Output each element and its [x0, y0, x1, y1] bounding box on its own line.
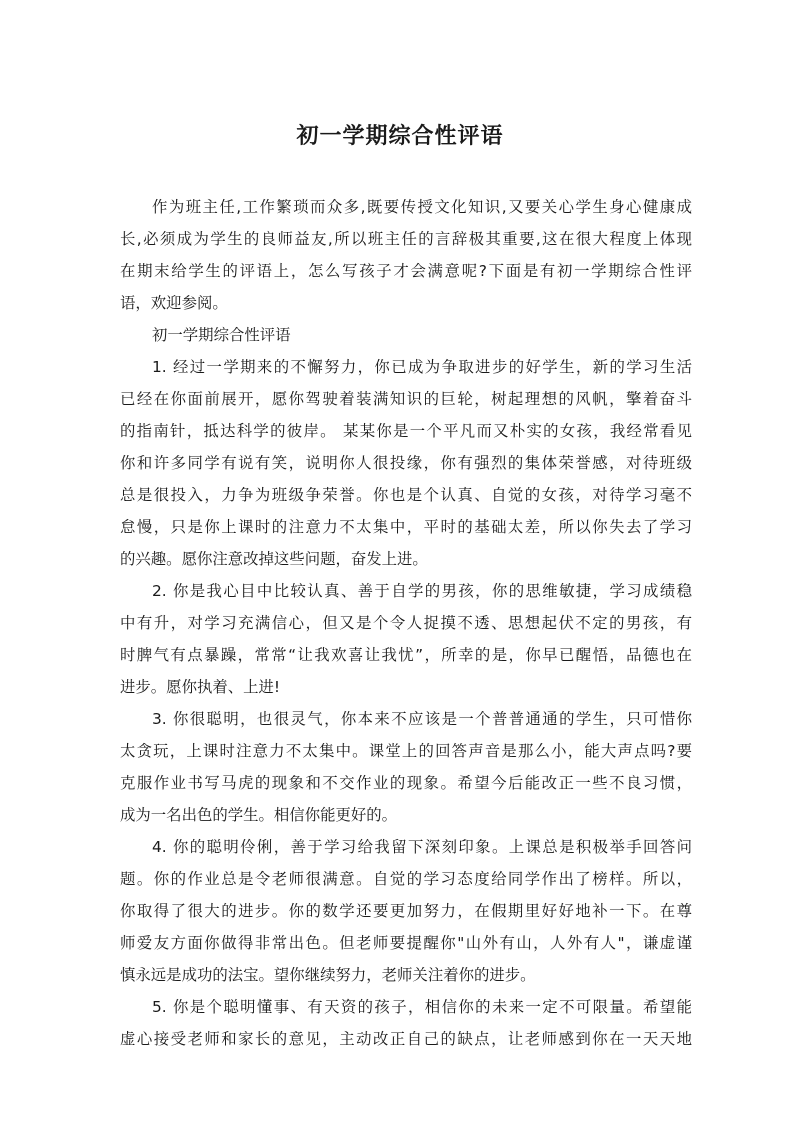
document-title: 初一学期综合性评语	[296, 124, 504, 149]
document-line: 虚心接受老师和家长的意见，主动改正自己的缺点，让老师感到你在一天天地	[120, 1030, 692, 1048]
document-line: 总是很投入，力争为班级争荣誉。你也是个认真、自觉的女孩，对待学习毫不	[120, 486, 692, 504]
document-line: 你和许多同学有说有笑，说明你人很投缘，你有强烈的集体荣誉感，对待班级	[120, 454, 692, 472]
document-line: 中有升，对学习充满信心，但又是个令人捉摸不透、思想起伏不定的男孩，有	[120, 614, 692, 632]
document-line: 1. 经过一学期来的不懈努力，你已成为争取进步的好学生，新的学习生活	[152, 358, 692, 376]
document-line: 慎永远是成功的法宝。望你继续努力，老师关注着你的进步。	[120, 966, 536, 984]
document-line: 怠慢，只是你上课时的注意力不太集中，平时的基础太差，所以你失去了学习	[120, 518, 692, 536]
document-line: 的兴趣。愿你注意改掉这些问题，奋发上进。	[120, 550, 428, 568]
document-body	[120, 191, 692, 1055]
document-line: 5. 你是个聪明懂事、有天资的孩子，相信你的未来一定不可限量。希望能	[152, 998, 692, 1016]
document-line: 师爱友方面你做得非常出色。但老师要提醒你"山外有山，人外有人"，谦虚谨	[120, 934, 692, 952]
document-line: 的指南针，抵达科学的彼岸。 某某你是一个平凡而又朴实的女孩，我经常看见	[120, 422, 692, 440]
document-line: 题。你的作业总是令老师很满意。自觉的学习态度给同学作出了榜样。所以，	[120, 870, 692, 888]
document-line: 语，欢迎参阅。	[120, 294, 228, 312]
document-line: 已经在你面前展开，愿你驾驶着装满知识的巨轮，树起理想的风帆，擎着奋斗	[120, 390, 692, 408]
document-line: 作为班主任,工作繁琐而众多,既要传授文化知识,又要关心学生身心健康成	[152, 198, 692, 216]
document-line: 在期末给学生的评语上，怎么写孩子才会满意呢?下面是有初一学期综合性评	[120, 262, 692, 280]
document-line: 长,必须成为学生的良师益友,所以班主任的言辞极其重要,这在很大程度上体现	[120, 230, 692, 248]
document-line: 进步。愿你执着、上进!	[120, 678, 281, 696]
document-line: 4. 你的聪明伶俐，善于学习给我留下深刻印象。上课总是积极举手回答问	[152, 838, 692, 856]
document-line: 3. 你很聪明，也很灵气，你本来不应该是一个普普通通的学生，只可惜你	[152, 710, 692, 728]
document-line: 初一学期综合性评语	[152, 326, 291, 344]
document-line: 克服作业书写马虎的现象和不交作业的现象。希望今后能改正一些不良习惯，	[120, 774, 692, 792]
document-line: 2. 你是我心目中比较认真、善于自学的男孩，你的思维敏捷，学习成绩稳	[152, 582, 692, 600]
document-line: 你取得了很大的进步。你的数学还要更加努力，在假期里好好地补一下。在尊	[120, 902, 692, 920]
document-line: 太贪玩，上课时注意力不太集中。课堂上的回答声音是那么小，能大声点吗?要	[120, 742, 692, 760]
document-line: 时脾气有点暴躁，常常“让我欢喜让我忧”，所幸的是，你早已醒悟，品德也在	[120, 646, 692, 664]
document-line: 成为一名出色的学生。相信你能更好的。	[120, 806, 398, 824]
